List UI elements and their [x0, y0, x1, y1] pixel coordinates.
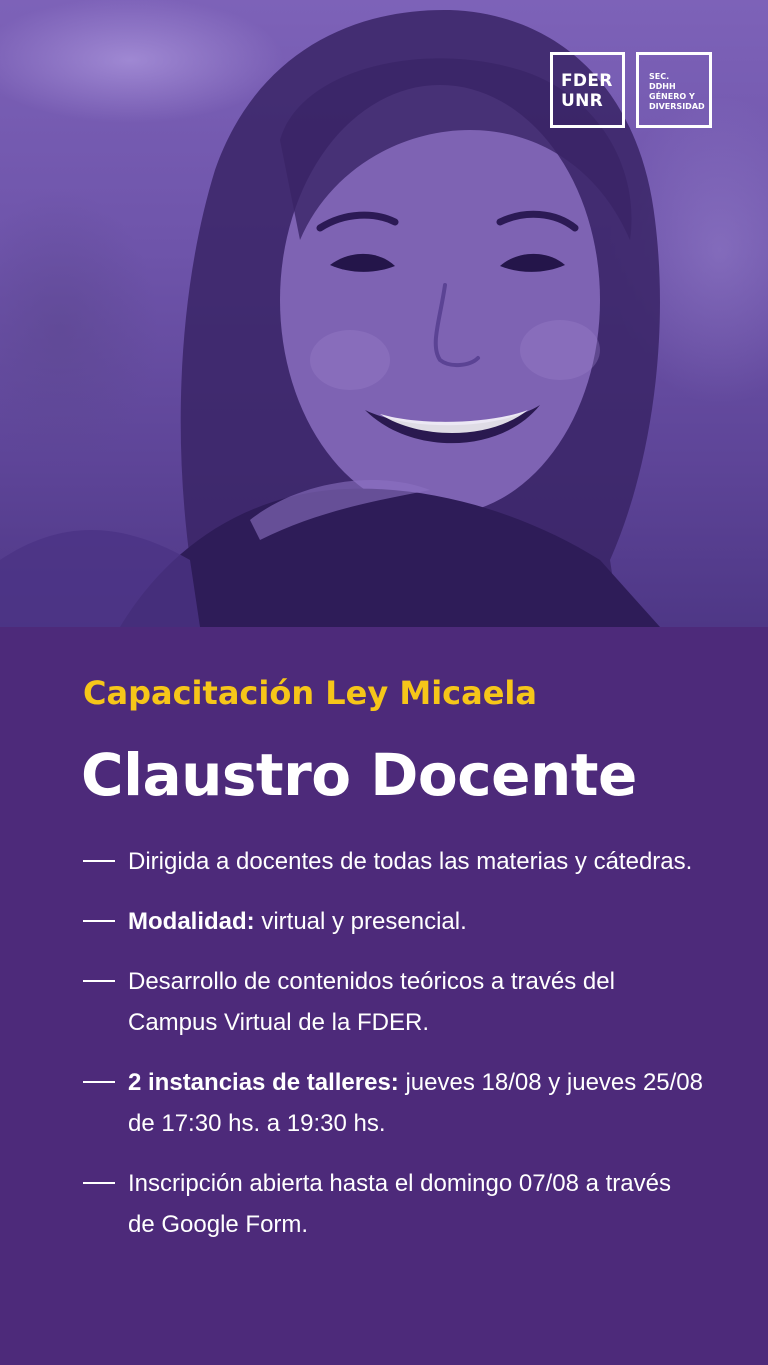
- logo-sec-line2: DDHH: [649, 82, 676, 91]
- logo-sec-line1: SEC.: [649, 72, 670, 81]
- bullet-list: [83, 841, 703, 1264]
- sec-ddhh-logo: [636, 52, 712, 128]
- bullet-bold: 2 instancias de talleres:: [128, 1069, 399, 1096]
- portrait-photo: [0, 0, 768, 627]
- list-item: [83, 1163, 703, 1245]
- bullet-text: jueves 18/08 y jueves 25/08 de 17:30 hs. a 19:30 hs.: [128, 1069, 704, 1137]
- logo-sec-line4: DIVERSIDAD: [649, 102, 705, 111]
- page-title: Claustro Docente: [81, 741, 637, 809]
- bullet-text: Dirigida a docentes de todas las materias y cátedras.: [128, 848, 693, 875]
- subtitle: Capacitación Ley Micaela: [83, 674, 537, 712]
- list-item: [83, 961, 703, 1043]
- fder-unr-logo: [550, 52, 625, 128]
- bullet-bold: Modalidad:: [128, 908, 255, 935]
- info-panel: [0, 627, 768, 1365]
- logo-sec-line3: GÉNERO Y: [649, 92, 695, 101]
- dash-icon: [83, 920, 115, 922]
- dash-icon: [83, 860, 115, 862]
- logo-fder-text: FDER: [561, 71, 613, 91]
- dash-icon: [83, 1081, 115, 1083]
- bullet-text: Desarrollo de contenidos teóricos a través del Campus Virtual de la FDER.: [128, 968, 615, 1036]
- dash-icon: [83, 1182, 115, 1184]
- list-item: [83, 901, 703, 942]
- bullet-text: Inscripción abierta hasta el domingo 07/08 a través de Google Form.: [128, 1170, 671, 1238]
- list-item: [83, 841, 703, 882]
- dash-icon: [83, 980, 115, 982]
- logo-unr-text: UNR: [561, 91, 604, 111]
- list-item: [83, 1062, 703, 1144]
- bullet-text: virtual y presencial.: [254, 908, 467, 935]
